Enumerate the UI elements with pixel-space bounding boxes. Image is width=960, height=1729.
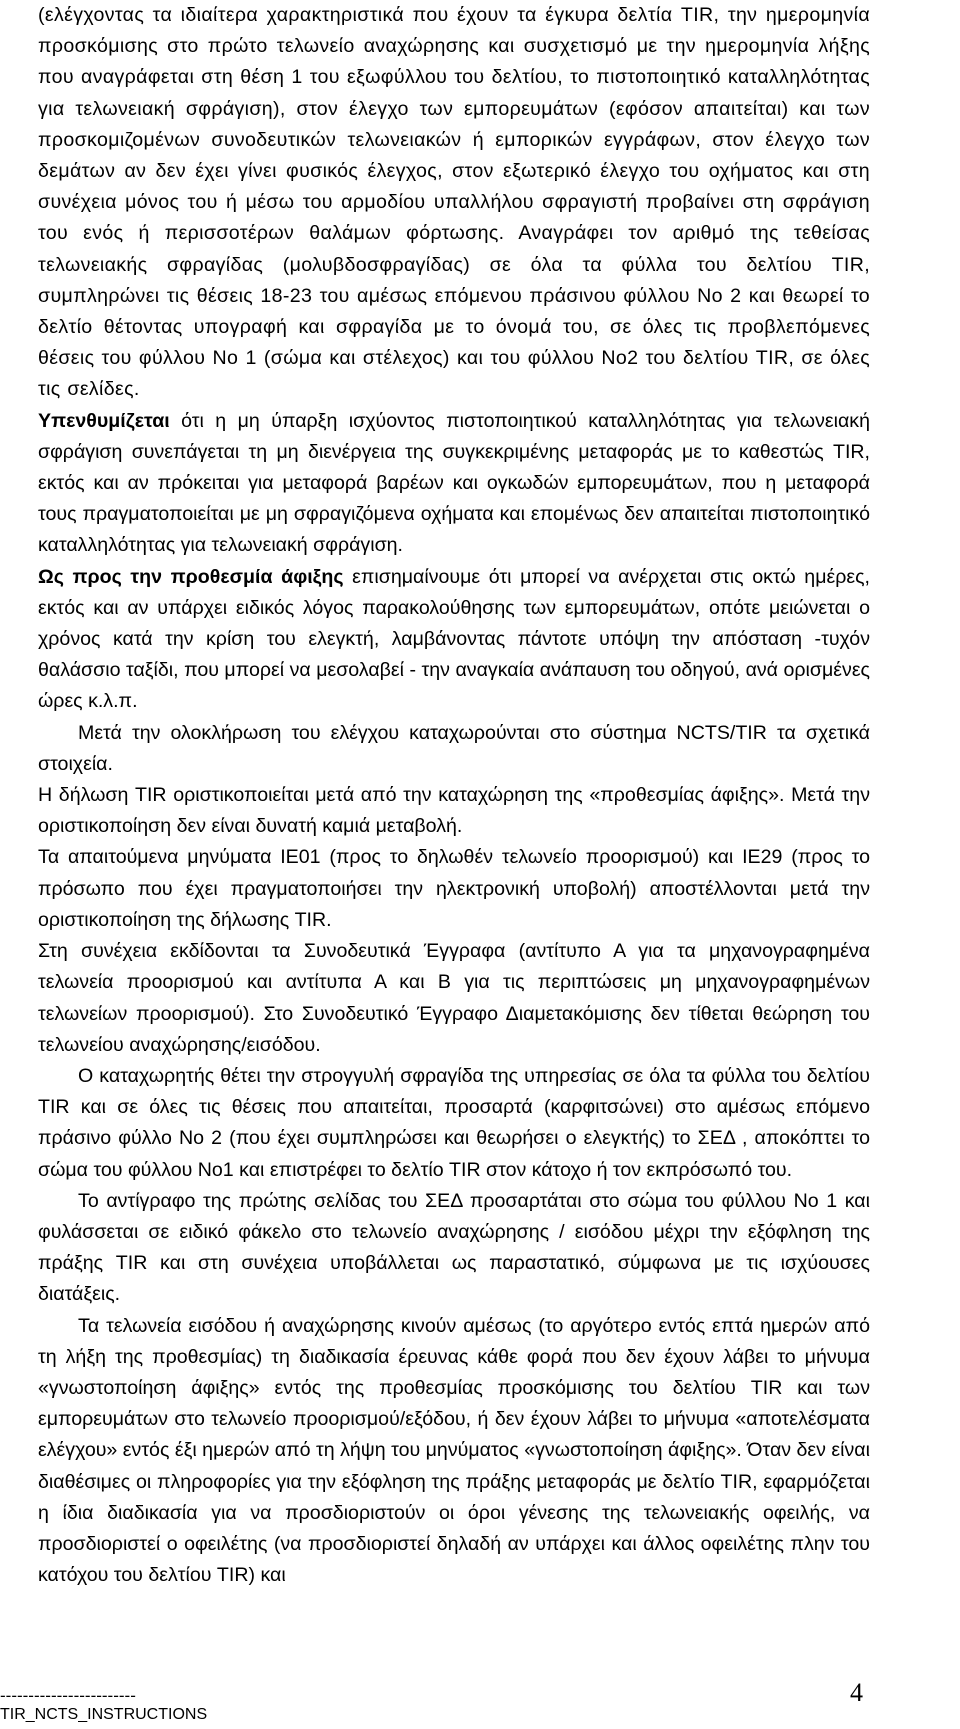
paragraph-9: Το αντίγραφο της πρώτης σελίδας του ΣΕΔ προσαρτάται στο σώμα του φύλλου Νο 1 και φυλάσσεται σε ειδικό φάκελο στο τελωνείο αναχώρησης / εισόδου μέχρι την εξόφληση της πράξης TIR και στη συνέχεια υποβάλλεται ως παραστατικό, σύμφωνα με τις ισχύουσες διατάξεις. xyxy=(38,1189,870,1306)
page-number: 4 xyxy=(850,1678,863,1707)
paragraph-8: Ο καταχωρητής θέτει την στρογγυλή σφραγίδα της υπηρεσίας σε όλα τα φύλλα του δελτίου TIR και σε όλες τις θέσεις που απαιτείται, προσαρτά (καρφιτσώνει) στο αμέσως επόμενο πράσινο φύλλο Νο 2 (που έχει συμπληρώσει και θεωρήσει ο ελεγκτής) το ΣΕΔ , αποκόπτει το σώμα του φύλλου Νο1 και επιστρέφει το δελτίο TIR στον κάτοχο ή τον εκπρόσωπό του. xyxy=(38,1064,870,1181)
reminder-text: ότι η μη ύπαρξη ισχύοντος πιστοποιητικού καταλληλότητας για τελωνειακή σφράγιση συνεπάγεται τη μη διενέργεια της συγκεκριμένης μεταφοράς με το καθεστώς TIR, εκτός και αν πρόκειται για μεταφορά βαρέων και ογκωδών εμπορευμάτων, που η μεταφορά τους πραγματοποιείται με μη σφραγιζόμενα οχήματα και επομένως δεν απαιτείται πιστοποιητικό καταλληλότητας για τελωνειακή σφράγιση. xyxy=(38,409,870,557)
paragraph-1: (ελέγχοντας τα ιδιαίτερα χαρακτηριστικά που έχουν τα έγκυρα δελτία TIR, την ημερομηνία προσκόμισης στο πρώτο τελωνείο αναχώρησης και συσχετισμό με την ημερομηνία λήξης που αναγράφεται στη θέση 1 του εξωφύλλου του δελτίου, το πιστοποιητικό καταλληλότητας για τελωνειακή σφράγιση), στον έλεγχο των εμπορευμάτων (εφόσον απαιτείται) και των προσκομιζομένων συνοδευτικών τελωνειακών ή εμπορικών εγγράφων, στον έλεγχο των δεμάτων αν δεν έχει γίνει φυσικός έλεγχος, στον εξωτερικό έλεγχο του οχήματος και στη συνέχεια μόνος του ή μέσω του αρμοδίου υπαλλήλου σφραγιστή προβαίνει στη σφράγιση του ενός ή περισσοτέρων θαλάμων φόρτωσης. Αναγράφει τον αριθμό της τεθείσας τελωνειακής σφραγίδας (μολυβδοσφραγίδας) σε όλα τα φύλλα του δελτίου TIR, συμπληρώνει τις θέσεις 18-23 του αμέσως επόμενου πράσινου φύλλου Νο 2 και θεωρεί το δελτίο θέτοντας υπογραφή και σφραγίδα με το όνομά του, σε όλες τις προβλεπόμενες θέσεις του φύλλου Νο 1 (σώμα και στέλεχος) και του φύλλου Νο2 του δελτίου TIR, σε όλες τις σελίδες. xyxy=(38,4,870,401)
paragraph-3 xyxy=(38,562,870,718)
deadline-heading: Ως προς την προθεσμία άφιξης xyxy=(38,565,344,588)
paragraph-2 xyxy=(38,406,870,562)
footer-document-name: TIR_NCTS_INSTRUCTIONS xyxy=(0,1706,208,1723)
paragraph-6: Τα απαιτούμενα μηνύματα IE01 (προς το δηλωθέν τελωνείο προορισμού) και IE29 (προς το πρόσωπο που έχει πραγματοποιήσει την ηλεκτρονική υποβολή) αποστέλλονται μετά την οριστικοποίηση της δήλωσης TIR. xyxy=(38,846,870,931)
paragraph-5: Η δήλωση TIR οριστικοποιείται μετά από την καταχώρηση της «προθεσμίας άφιξης». Μετά την οριστικοποίηση δεν είναι δυνατή καμιά μεταβολή. xyxy=(38,784,870,838)
reminder-heading: Υπενθυμίζεται xyxy=(38,409,170,432)
paragraph-10: Τα τελωνεία εισόδου ή αναχώρησης κινούν αμέσως (το αργότερο εντός επτά ημερών από τη λήξη της προθεσμίας) τη διαδικασία έρευνας κάθε φορά που δεν έχουν λάβει το μήνυμα «γνωστοποίηση άφιξης» εντός της προθεσμίας προσκόμισης του δελτίου TIR και των εμπορευμάτων στο τελωνείο προορισμού/εξόδου, ή δεν έχουν λάβει το μήνυμα «αποτελέσματα ελέγχου» εντός έξι ημερών από τη λήψη του μηνύματος «γνωστοποίηση άφιξης». Όταν δεν είναι διαθέσιμες οι πληροφορίες για την εξόφληση της πράξης μεταφοράς με δελτίο TIR, εφαρμόζεται η ίδια διαδικασία για να προσδιοριστούν οι όροι γένεσης της τελωνειακής οφειλής, να προσδιοριστεί ο οφειλέτης (να προσδιοριστεί δηλαδή αν υπάρχει και άλλος οφειλέτης πλην του κατόχου του δελτίου TIR) και xyxy=(38,1314,870,1587)
paragraph-4: Μετά την ολοκλήρωση του ελέγχου καταχωρούνται στο σύστημα NCTS/TIR τα σχετικά στοιχεία. xyxy=(38,721,870,775)
footer-rule: ------------------------ xyxy=(0,1686,136,1705)
paragraph-7: Στη συνέχεια εκδίδονται τα Συνοδευτικά Έγγραφα (αντίτυπο Α για τα μηχανογραφημένα τελωνεία προορισμού και αντίτυπα Α και Β για τις περιπτώσεις μη μηχανογραφημένων τελωνείων προορισμού). Στο Συνοδευτικό Έγγραφο Διαμετακόμισης δεν τίθεται θεώρηση του τελωνείου αναχώρησης/εισόδου. xyxy=(38,940,870,1056)
document-body xyxy=(38,0,870,1591)
deadline-text: επισημαίνουμε ότι μπορεί να ανέρχεται στις οκτώ ημέρες, εκτός και αν υπάρχει ειδικός λόγος παρακολούθησης των εμπορευμάτων, οπότε μειώνεται ο χρόνος κατά την κρίση του ελεγκτή, λαμβάνοντας πάντοτε υπόψη την απόσταση -τυχόν θαλάσσιο ταξίδι, που μπορεί να μεσολαβεί - την αναγκαία ανάπαυση του οδηγού, ανά ορισμένες ώρες κ.λ.π. xyxy=(38,565,870,713)
